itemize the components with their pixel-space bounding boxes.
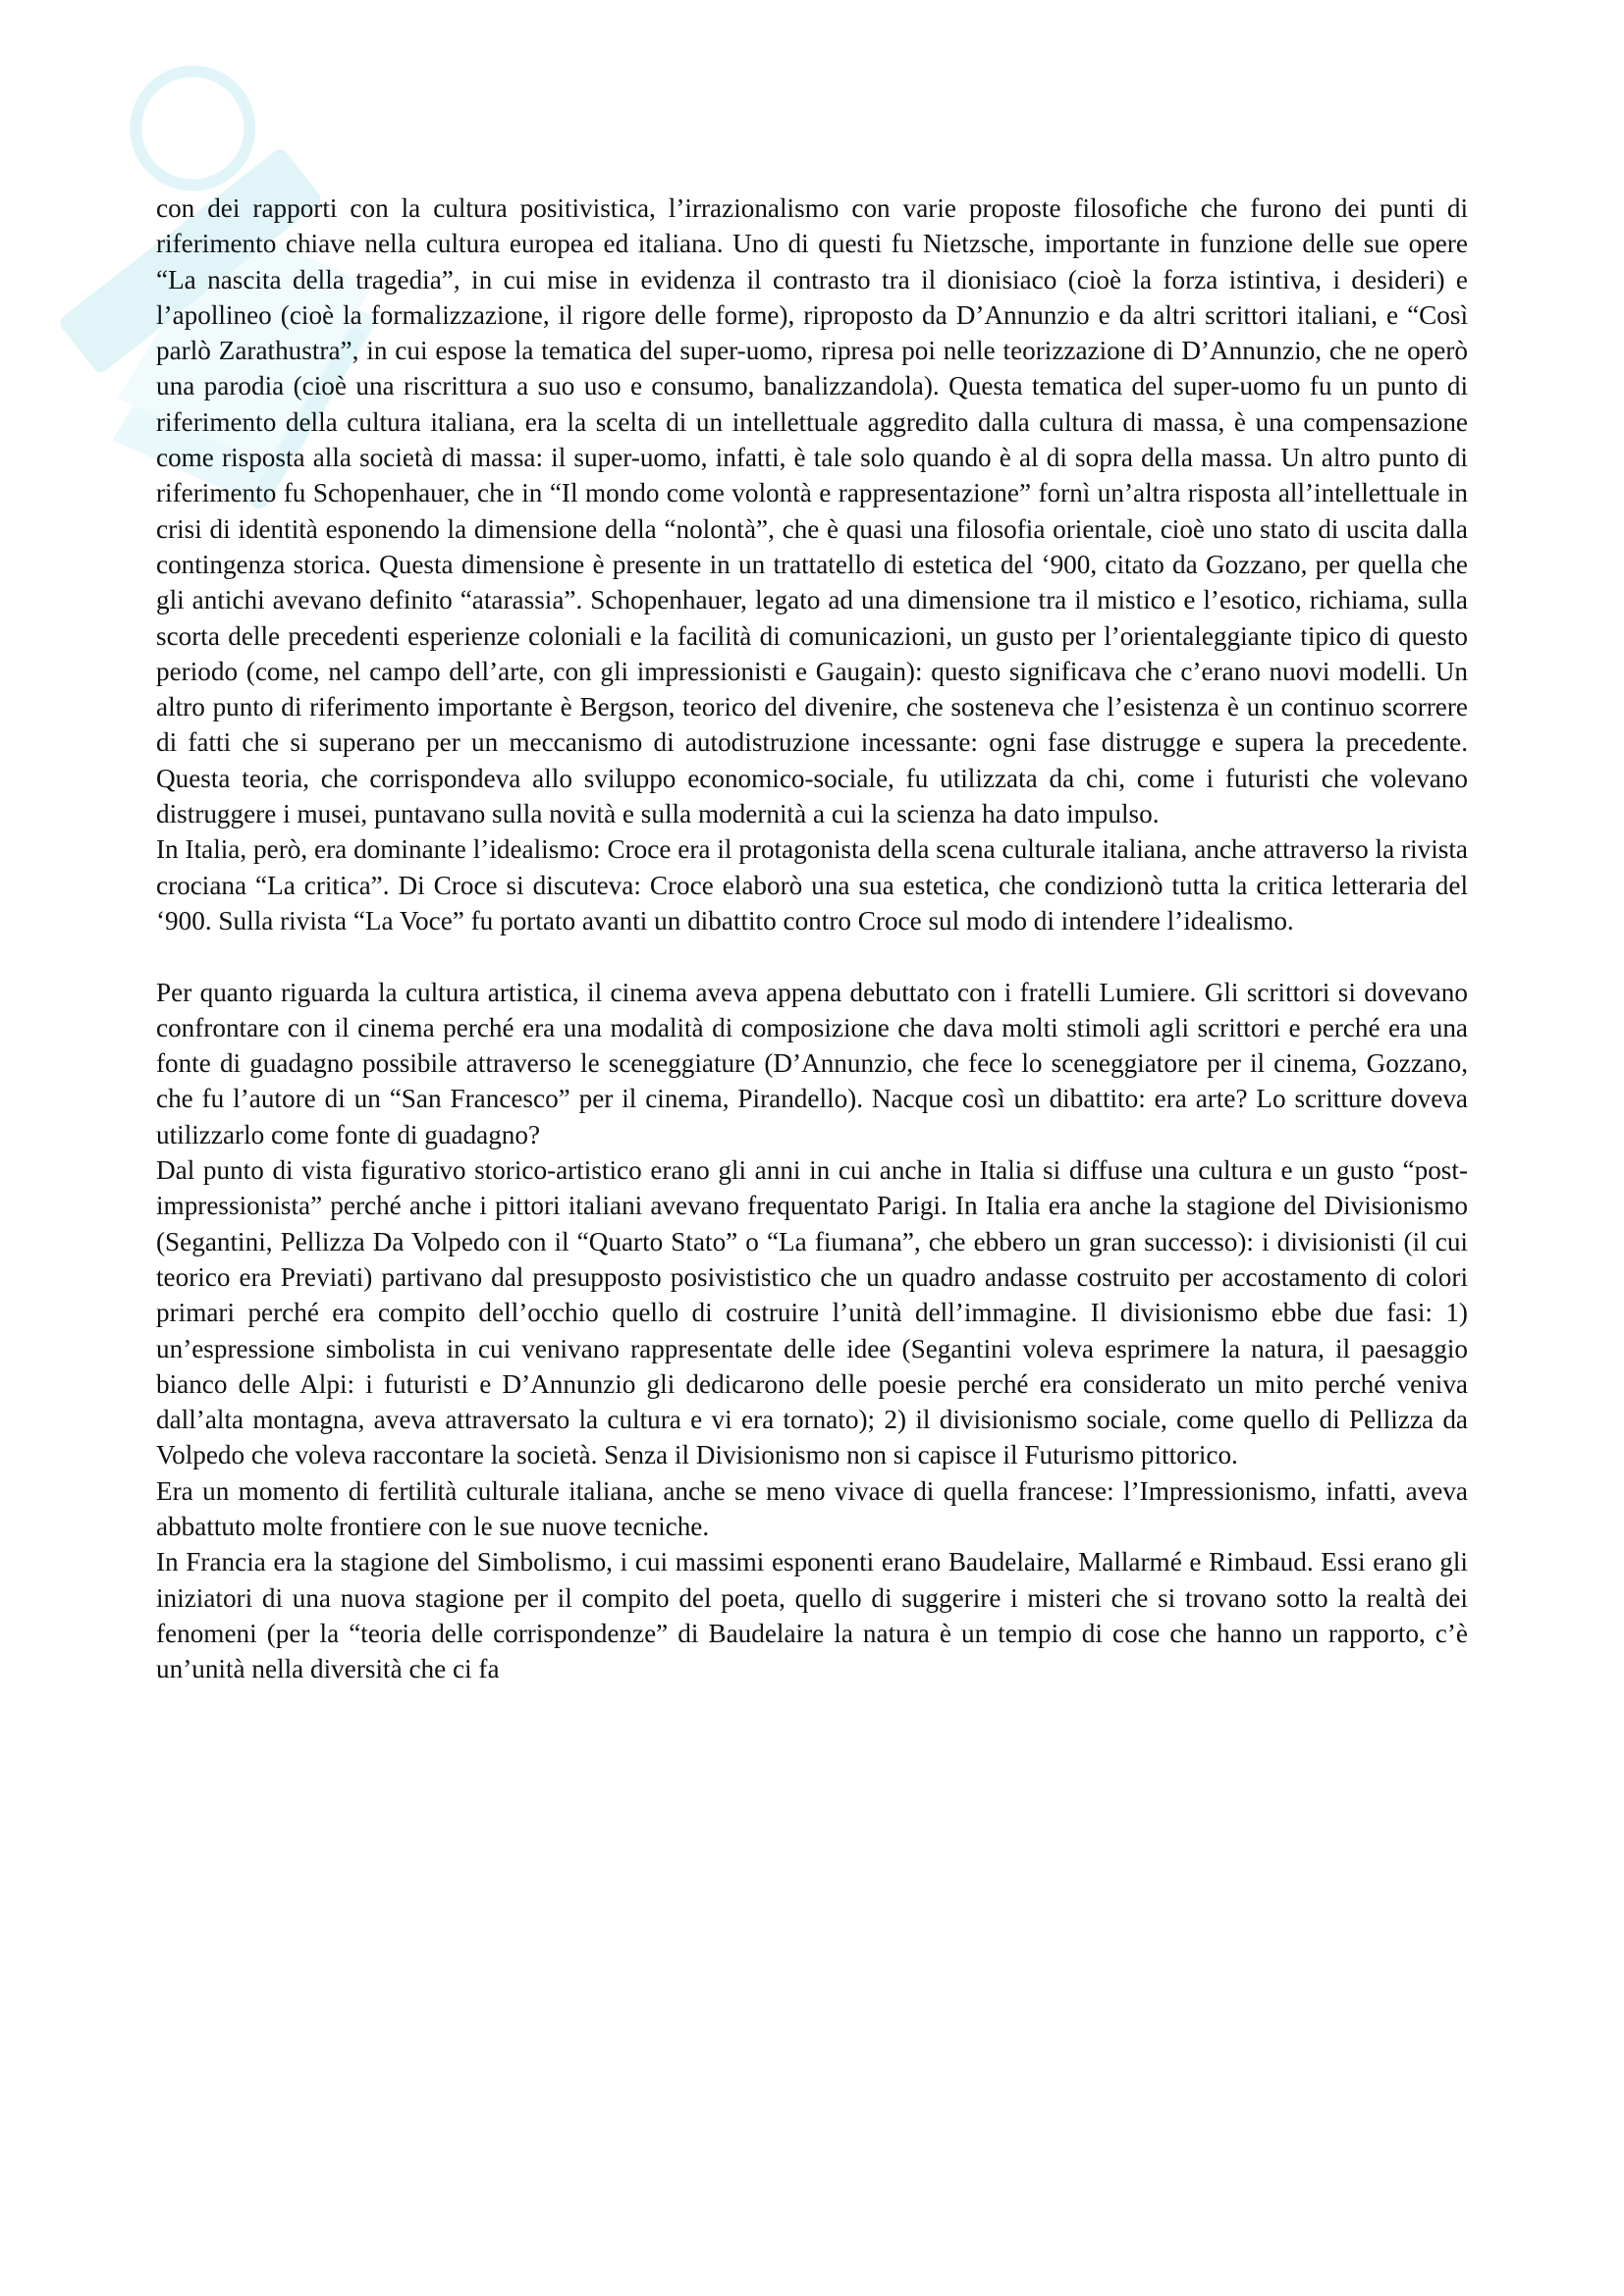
paragraph-divisionism: Dal punto di vista figurativo storico-artistico erano gli anni in cui anche in Italia si diffuse una cultura e un gusto “post-impressionista” perché anche i pittori italiani avevano frequentato Parigi. In Italia era anche la stagione del Divisionismo (Segantini, Pellizza Da Volpedo con il “Quarto Stato” o “La fiumana”, che ebbero un gran successo): i divisionisti (il cui teorico era Previati) partivano dal presupposto posivististico che un quadro andasse costruito per accostamento di colori primari perché era compito dell’occhio quello di costruire l’unità dell’immagine. Il divisionismo ebbe due fasi: 1) un’espressione simbolista in cui venivano rappresentate delle idee (Segantini voleva esprimere la natura, il paesaggio bianco delle Alpi: i futuristi e D’Annunzio gli dedicarono delle poesie perché era considerato un mito perché veniva dall’alta montagna, aveva attraversato la cultura e vi era tornato); 2) il divisionismo sociale, come quello di Pellizza da Volpedo che voleva raccontare la società. Senza il Divisionismo non si capisce il Futurismo pittorico. (156, 1155, 1468, 1470)
paragraph-fertility: Era un momento di fertilità culturale italiana, anche se meno vivace di quella francese: l’Impressionismo, infatti, aveva abbattuto molte frontiere con le sue nuove tecniche. (156, 1475, 1468, 1541)
paragraph-cinema: Per quanto riguarda la cultura artistica, il cinema aveva appena debuttato con i fratelli Lumiere. Gli scrittori si dovevano confrontare con il cinema perché era una modalità di composizione che dava molti stimoli agli scrittori e perché era una fonte di guadagno possibile attraverso le sceneggiature (D’Annunzio, che fece lo sceneggiatore per il cinema, Gozzano, che fu l’autore di un “San Francesco” per il cinema, Pirandello). Nacque così un dibattito: era arte? Lo scritture doveva utilizzarlo come fonte di guadagno? (156, 977, 1468, 1149)
document-body (156, 190, 1468, 1686)
watermark-circle (113, 48, 273, 208)
paragraph-symbolism: In Francia era la stagione del Simbolismo, i cui massimi esponenti erano Baudelaire, Mallarmé e Rimbaud. Essi erano gli iniziatori di una nuova stagione per il compito del poeta, quello di suggerire i misteri che si trovano sotto la realtà dei fenomeni (per la “teoria delle corrispondenze” di Baudelaire la natura è un tempio di cose che hanno un rapporto, c’è un’unità nella diversità che ci fa (156, 1547, 1468, 1684)
paragraph-philosophy: con dei rapporti con la cultura positivistica, l’irrazionalismo con varie proposte filosofiche che furono dei punti di riferimento chiave nella cultura europea ed italiana. Uno di questi fu Nietzsche, importante in funzione delle sue opere “La nascita della tragedia”, in cui mise in evidenza il contrasto tra il dionisiaco (cioè la forza istintiva, i desideri) e l’apollineo (cioè la formalizzazione, il rigore delle forme), riproposto da D’Annunzio e da altri scrittori italiani, e “Così parlò Zarathustra”, in cui espose la tematica del super-uomo, ripresa poi nelle teorizzazione di D’Annunzio, che ne operò una parodia (cioè una riscrittura a suo uso e consumo, banalizzandola). Questa tematica del super-uomo fu un punto di riferimento della cultura italiana, era la scelta di un intellettuale aggredito dalla cultura di massa, è una compensazione come risposta alla società di massa: il super-uomo, infatti, è tale solo quando è al di sopra della massa. Un altro punto di riferimento fu Schopenhauer, che in “Il mondo come volontà e rappresentazione” fornì un’altra risposta all’intellettuale in crisi di identità esponendo la dimensione della “nolontà”, che è quasi una filosofia orientale, cioè uno stato di uscita dalla contingenza storica. Questa dimensione è presente in un trattatello di estetica del ‘900, citato da Gozzano, per quella che gli antichi avevano definito “atarassia”. Schopenhauer, legato ad una dimensione tra il mistico e l’esotico, richiama, sulla scorta delle precedenti esperienze coloniali e la facilità di comunicazioni, un gusto per l’orientaleggiante tipico di questo periodo (come, nel campo dell’arte, con gli impressionisti e Gaugain): questo significava che c’erano nuovi modelli. Un altro punto di riferimento importante è Bergson, teorico del divenire, che sosteneva che l’esistenza è un continuo scorrere di fatti che si superano per un meccanismo di autodistruzione incessante: ogni fase distrugge e supera la precedente. Questa teoria, che corrispondeva allo sviluppo economico-sociale, fu utilizzata da chi, come i futuristi che volevano distruggere i musei, puntavano sulla novità e sulla modernità a cui la scienza ha dato impulso. (156, 193, 1468, 829)
paragraph-idealism: In Italia, però, era dominante l’idealismo: Croce era il protagonista della scena culturale italiana, anche attraverso la rivista crociana “La critica”. Di Croce si discuteva: Croce elaborò una sua estetica, che condizionò tutta la critica letteraria del ‘900. Sulla rivista “La Voce” fu portato avanti un dibattito contro Croce sul modo di intendere l’idealismo. (156, 834, 1468, 935)
